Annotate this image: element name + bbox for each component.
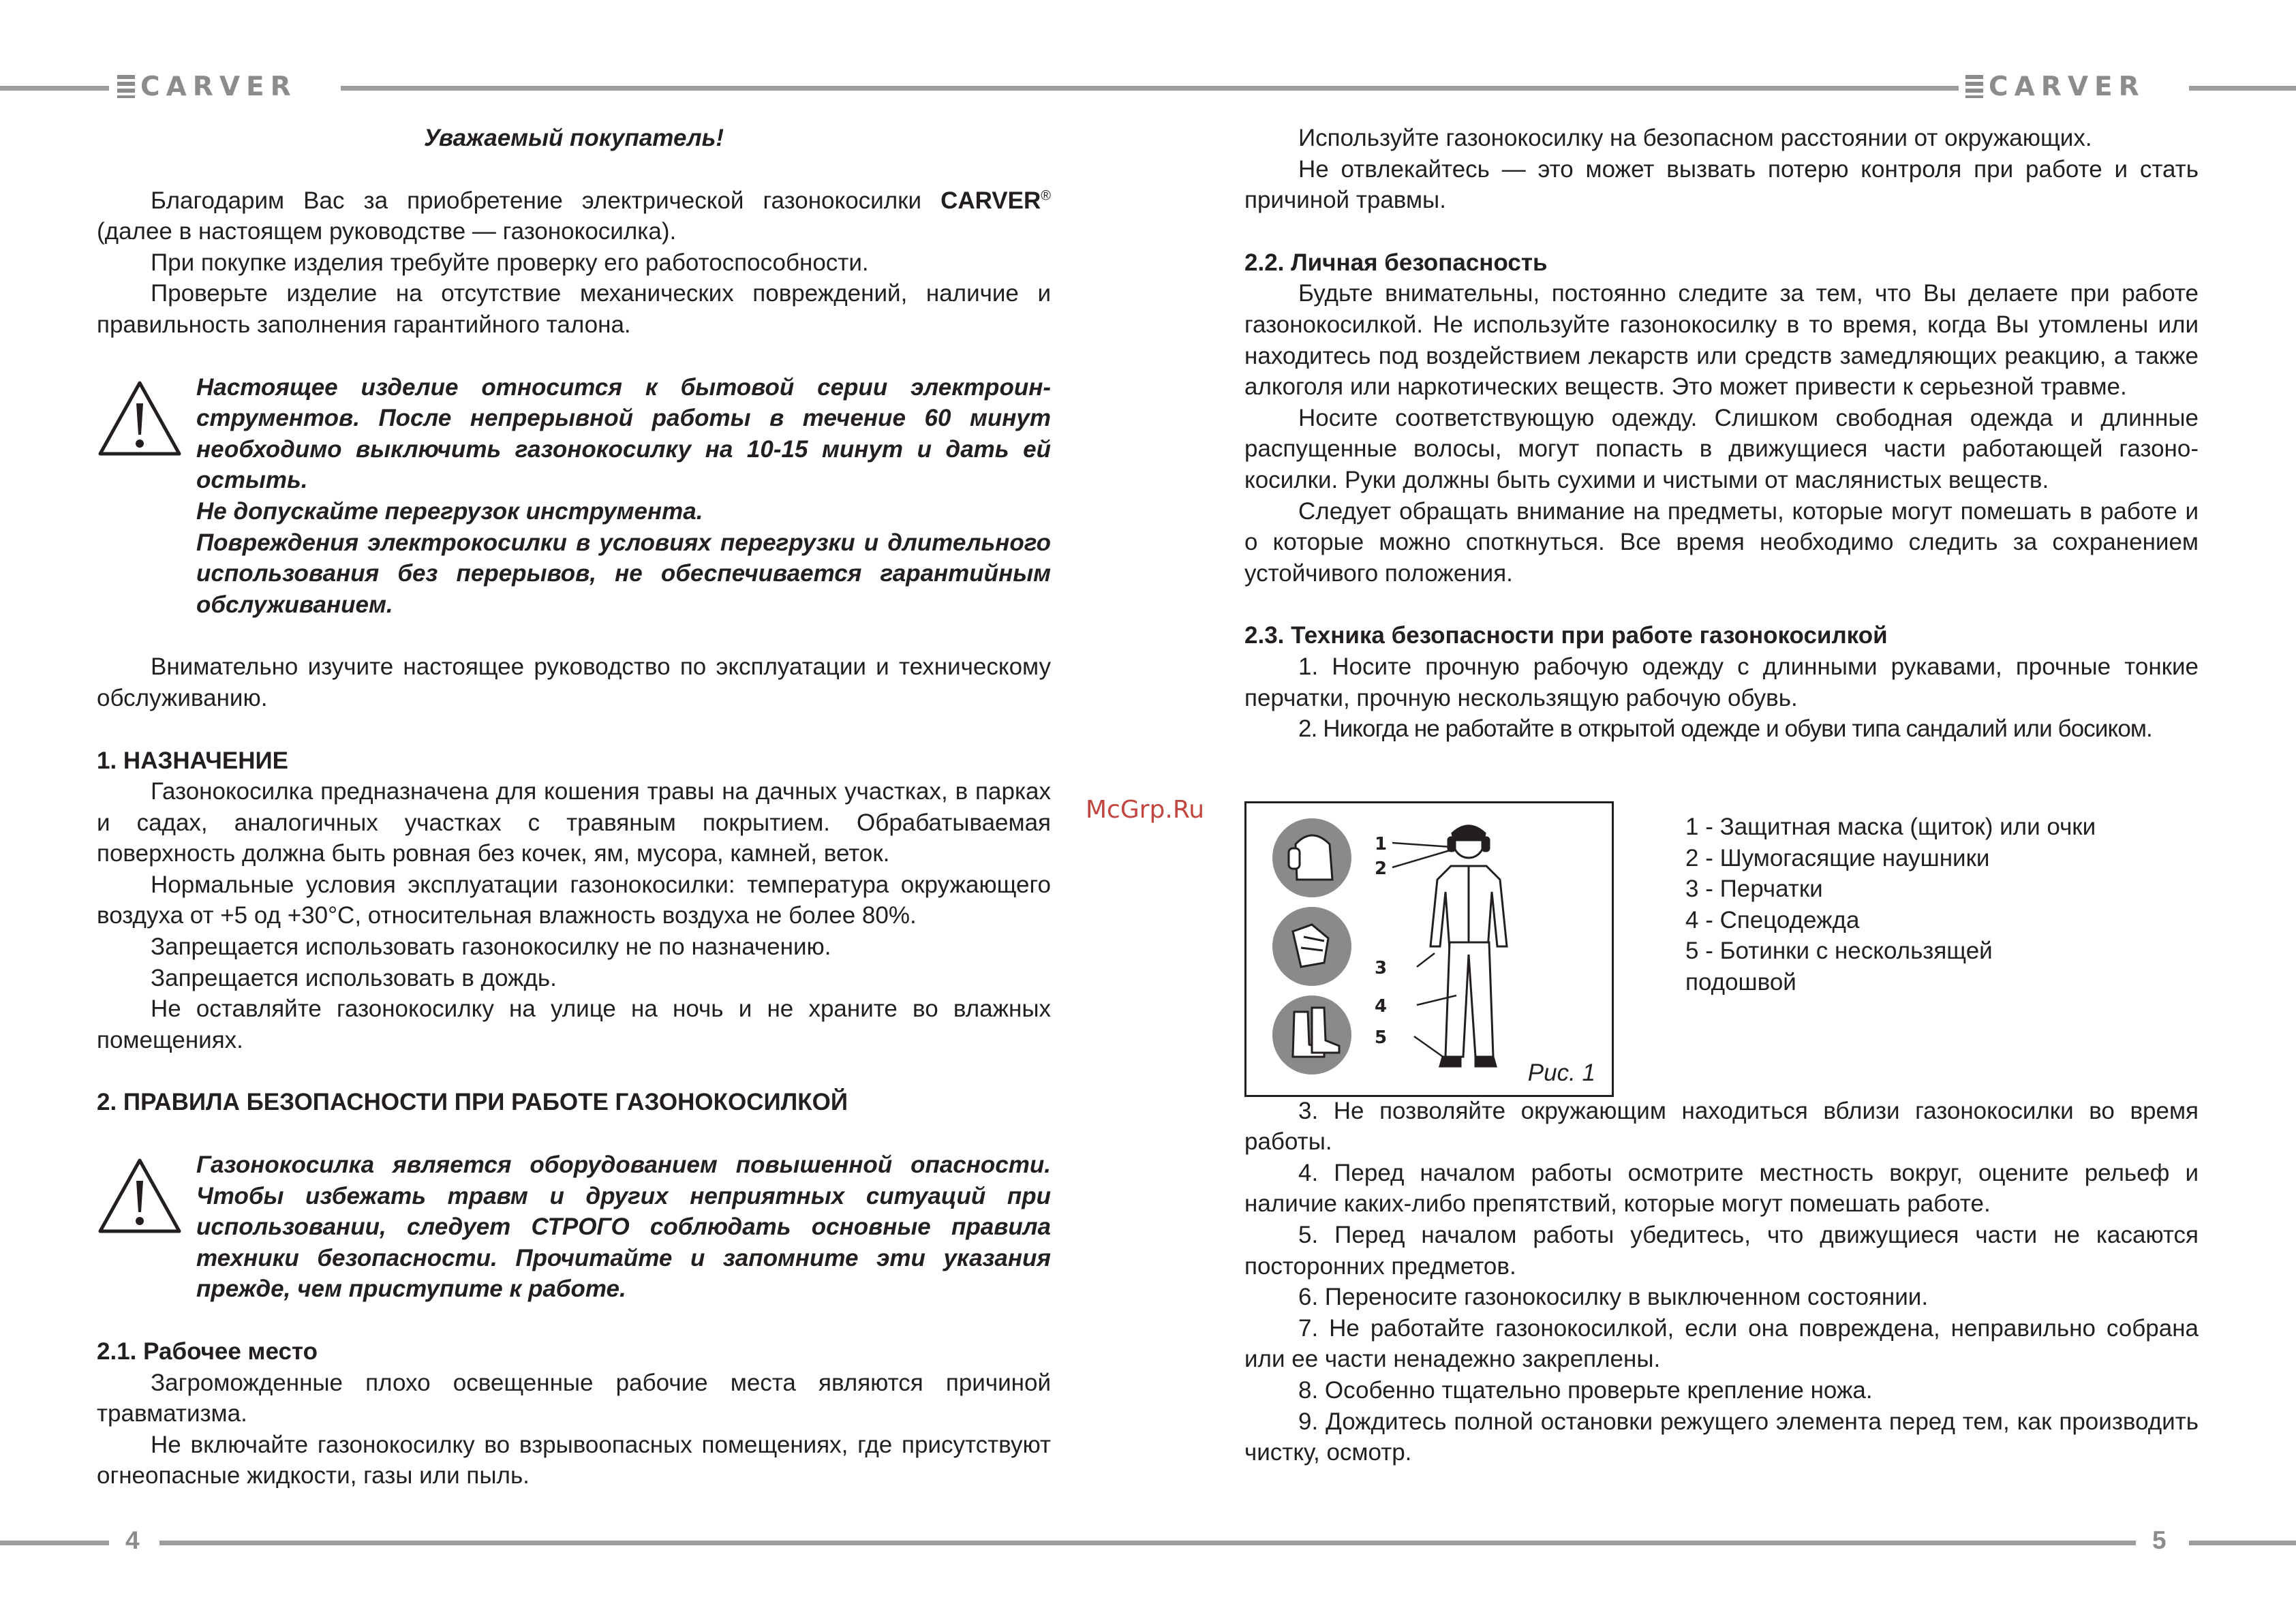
intro-paragraph: При покупке изделия требуйте проверку его работоспособности. xyxy=(151,249,869,276)
footer-rule-right xyxy=(2189,1541,2296,1545)
watermark: McGrp.Ru xyxy=(1086,796,1205,824)
figure-ppe xyxy=(1244,801,1614,1097)
brand-text: CARVER xyxy=(140,71,297,102)
callout-label: 5 xyxy=(1375,1027,1388,1048)
section-2-2-title: 2.2. Личная безопасность xyxy=(1244,249,1548,276)
callout-label: 4 xyxy=(1375,996,1388,1017)
intro-paragraph: Проверьте изделие на отсутствие механических повреждений, наличие и правильность заполнения гарантийного талона. xyxy=(97,280,1051,338)
intro-paragraph: Благодарим Вас за приобретение электрической газонокосилки CARVER® (далее в настоящем руководстве — газонокосилка). xyxy=(97,187,1051,245)
study-paragraph: Внимательно изучите настоящее руководство по эксплуатации и техническому обслуживанию. xyxy=(97,653,1051,711)
warning-text: Не допускайте перегрузок инструмента. xyxy=(196,497,703,525)
paragraph: Не отвлекайтесь — это может вызвать потерю контроля при работе и стать причиной травмы. xyxy=(1244,155,2199,214)
section-2-1-paragraph: Загроможденные плохо освещенные рабочие места являются причиной травматизма. xyxy=(97,1369,1051,1427)
section-1-paragraph: Запрещается использовать в дождь. xyxy=(151,964,557,991)
section-2-2-paragraph: Носите соответствующую одежду. Слишком свободная одежда и длинные распущенные волосы, могут попасть в движущиеся части работающей газонокосилки. Руки должны быть сухими и чистыми от маслянистых веществ. xyxy=(1244,404,2199,493)
logo-mark-icon xyxy=(1965,75,1983,98)
callout-label: 1 xyxy=(1375,834,1388,854)
section-1-title: 1. НАЗНАЧЕНИЕ xyxy=(97,747,288,774)
section-2-1-paragraph: Не включайте газонокосилку во взрывоопасных помещениях, где присутствуют огнеопасные жидкости, газы или пыль. xyxy=(97,1431,1051,1489)
header-rule-right xyxy=(2189,86,2296,91)
section-1-paragraph: Нормальные условия эксплуатации газонокосилки: температура окружающего воздуха от +5 од +30°С, относительная влажность воздуха не более 80%. xyxy=(97,871,1051,929)
legend-item: 3 - Перчатки xyxy=(1685,876,1823,903)
paragraph: Используйте газонокосилку на безопасном расстоянии от окружающих. xyxy=(1298,125,2092,151)
ppe-illustration xyxy=(1246,803,1612,1095)
section-1-paragraph: Не оставляйте газонокосилку на улице на ночь и не храните во влажных помещениях. xyxy=(97,995,1051,1053)
greeting: Уважаемый покупатель! xyxy=(423,125,724,151)
section-1-paragraph: Газонокосилка предназначена для кошения травы на дачных участках, в парках и садах, аналогичных участках с травяным покрытием. Обрабатываемая поверхность должна быть ровная без кочек, ям, мусора, камней, веток. xyxy=(97,778,1051,867)
warning-text: Газонокосилка является оборудованием повышенной опасности. Чтобы избежать травм и других неприятных ситуаций при использовании, следует СТРОГО соблюдать основные правила техники безопасности. Прочитайте и запомните эти указания прежде, чем приступите к работе. xyxy=(196,1151,1051,1303)
warning-text: Настоящее изделие относится к бытовой серии электроинструментов. После непрерывной работы в течение 60 минут необходимо выключить газонокосилку на 10-15 минут и дать ей остыть. xyxy=(196,373,1051,494)
section-2-3-title: 2.3. Техника безопасности при работе газонокосилкой xyxy=(1244,622,1888,649)
left-column xyxy=(97,123,1051,1491)
section-2-title: 2. ПРАВИЛА БЕЗОПАСНОСТИ ПРИ РАБОТЕ ГАЗОНОКОСИЛКОЙ xyxy=(97,1089,848,1116)
brand-text: CARVER xyxy=(1989,71,2145,102)
right-column xyxy=(1244,123,2199,1468)
header-rule-left xyxy=(0,86,109,91)
brand-logo-right xyxy=(1965,71,2145,102)
section-2-3-item: 8. Особенно тщательно проверьте крепление ножа. xyxy=(1298,1377,1873,1404)
section-2-3-item: 4. Перед началом работы осмотрите местность вокруг, оцените рельеф и наличие каких-либо препятствий, которые могут помешать работе. xyxy=(1244,1159,2199,1218)
warning-text: Повреждения электрокосилки в условиях перегрузки и длительного использования без перерывов, не обеспечивается гарантийным обслуживанием. xyxy=(196,529,1051,618)
callout-label: 3 xyxy=(1375,958,1388,978)
section-2-2-paragraph: Следует обращать внимание на предметы, которые могут помешать в работе и о которые можно споткнуться. Все время необходимо следить за сохранением устойчивого положения. xyxy=(1244,497,2199,587)
callout-label: 2 xyxy=(1375,859,1388,879)
legend-item: 1 - Защитная маска (щиток) или очки xyxy=(1685,814,2096,840)
section-2-3-item: 3. Не позволяйте окружающим находиться вблизи газонокосилки во время работы. xyxy=(1244,1097,2199,1156)
section-2-1-title: 2.1. Рабочее место xyxy=(97,1338,318,1365)
footer-rule-center xyxy=(159,1541,2136,1545)
warning-block-1 xyxy=(97,372,1051,621)
figure-legend xyxy=(1685,812,2096,998)
section-2-3-item: 1. Носите прочную рабочую одежду с длинными рукавами, прочные тонкие перчатки, прочную нескользящую рабочую обувь. xyxy=(1244,653,2199,711)
section-2-2-paragraph: Будьте внимательны, постоянно следите за тем, что Вы делаете при работе газонокосилкой. Не используйте газонокосилку в то время, когда Вы утомлены или находитесь под воздействием лекарств или средств замедляющих реакцию, а также алкоголя или наркотических веществ. Это может привести к серьезной травме. xyxy=(1244,280,2199,401)
legend-item: 4 - Спецодежда xyxy=(1685,906,1860,933)
boots-icon xyxy=(1272,995,1351,1075)
section-2-3-item: 6. Переносите газонокосилку в выключенном состоянии. xyxy=(1298,1284,1929,1311)
section-1-paragraph: Запрещается использовать газонокосилку не по назначению. xyxy=(151,933,831,961)
warning-block-2 xyxy=(97,1149,1051,1305)
warning-triangle-icon xyxy=(97,379,183,458)
brand-logo-left xyxy=(117,71,297,102)
legend-item: 2 - Шумогасящие наушники xyxy=(1685,844,1990,871)
gloves-icon xyxy=(1272,907,1351,986)
logo-mark-icon xyxy=(117,75,135,98)
face-shield-icon xyxy=(1272,818,1351,897)
section-2-3-item: 2. Никогда не работайте в открытой одежде и обуви типа сандалий или босиком. xyxy=(1298,715,2152,743)
section-2-3-item: 9. Дождитесь полной остановки режущего элемента перед тем, как производить чистку, осмотр. xyxy=(1244,1408,2199,1466)
section-2-3-item: 5. Перед началом работы убедитесь, что движущиеся части не касаются посторонних предметов. xyxy=(1244,1222,2199,1280)
footer-rule-left xyxy=(0,1541,109,1545)
page-number-right: 5 xyxy=(2152,1526,2167,1554)
header-rule-center xyxy=(341,86,1959,91)
worker-figure xyxy=(1430,826,1507,1066)
figure-caption: Рис. 1 xyxy=(1527,1060,1595,1086)
legend-item: 5 - Ботинки с нескользящей подошвой xyxy=(1685,938,1993,995)
section-2-3-item: 7. Не работайте газонокосилкой, если она повреждена, неправильно собрана или ее части ненадежно закреплены. xyxy=(1244,1314,2199,1373)
page-number-left: 4 xyxy=(125,1526,140,1554)
warning-triangle-icon xyxy=(97,1156,183,1235)
